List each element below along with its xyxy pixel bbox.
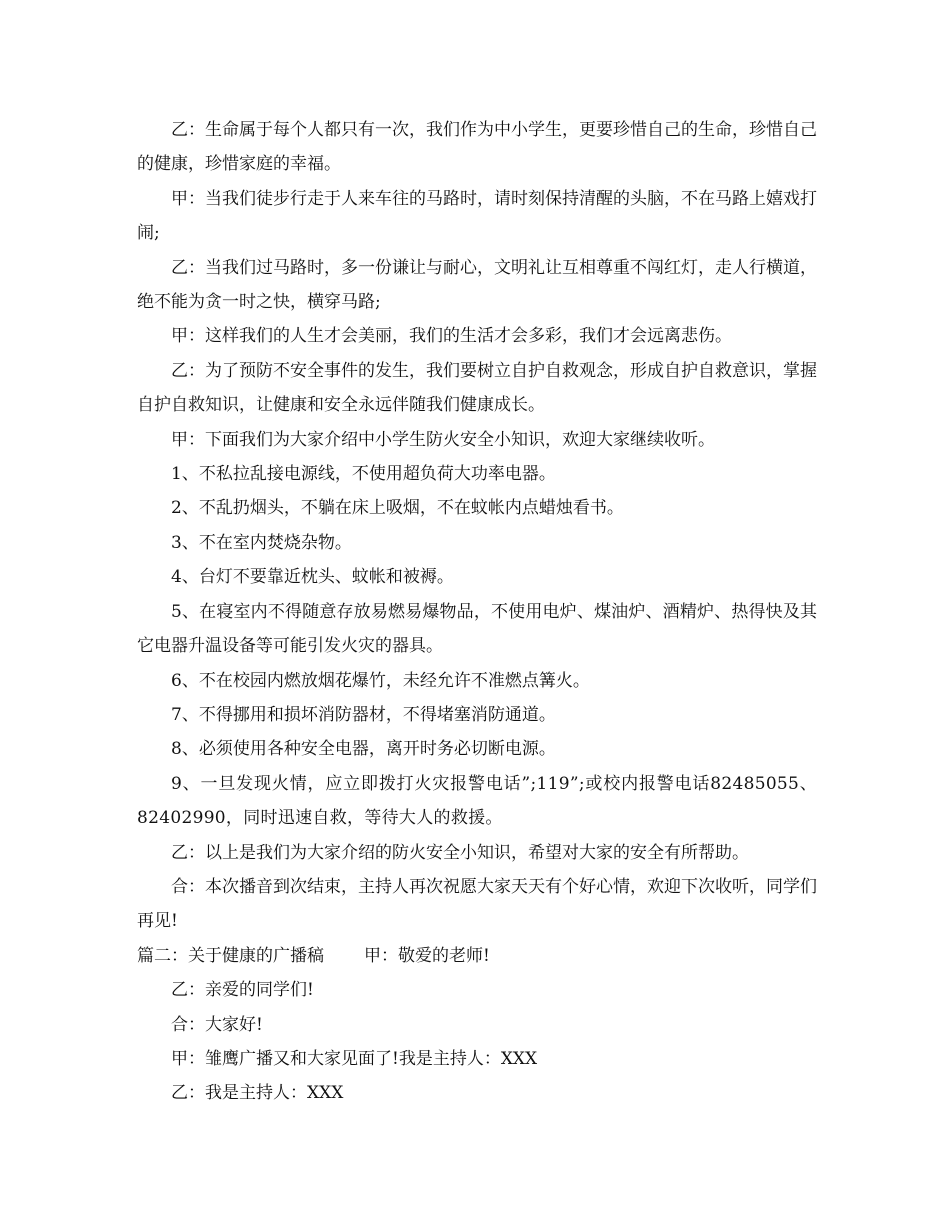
closing-paragraph-3: 甲：雏鹰广播又和大家见面了!我是主持人：XXX bbox=[171, 1048, 538, 1069]
list-item-9: 9、一旦发现火情，应立即拨打火灾报警电话”;119”;或校内报警电话82485055、82402990，同时迅速自救，等待大人的救援。 bbox=[137, 773, 817, 829]
closing-paragraph-4: 乙：我是主持人：XXX bbox=[171, 1083, 344, 1104]
paragraph-5: 乙：为了预防不安全事件的发生，我们要树立自护自救观念，形成自护自救意识，掌握自护自救知识，让健康和安全永远伴随我们健康成长。 bbox=[137, 360, 817, 416]
section-heading-line bbox=[137, 939, 817, 973]
paragraph-7: 乙：以上是我们为大家介绍的防火安全小知识，希望对大家的安全有所帮助。 bbox=[171, 842, 749, 863]
list-item-5: 5、在寝室内不得随意存放易燃易爆物品，不使用电炉、煤油炉、酒精炉、热得快及其它电器升温设备等可能引发火灾的器具。 bbox=[137, 601, 817, 657]
paragraph-1: 乙：生命属于每个人都只有一次，我们作为中小学生，更要珍惜自己的生命，珍惜自己的健康，珍惜家庭的幸福。 bbox=[137, 120, 817, 175]
paragraph-2: 甲：当我们徒步行走于人来车往的马路时，请时刻保持清醒的头脑，不在马路上嬉戏打闹; bbox=[137, 188, 817, 244]
closing-paragraph-2: 合：大家好! bbox=[171, 1014, 263, 1035]
paragraph-6: 甲：下面我们为大家介绍中小学生防火安全小知识，欢迎大家继续收听。 bbox=[171, 429, 715, 450]
list-item-4: 4、台灯不要靠近枕头、蚊帐和被褥。 bbox=[171, 567, 454, 588]
list-item-1: 1、不私拉乱接电源线，不使用超负荷大功率电器。 bbox=[171, 464, 556, 485]
list-item-2: 2、不乱扔烟头，不躺在床上吸烟，不在蚊帐内点蜡烛看书。 bbox=[171, 498, 624, 519]
section-first-line: 甲：敬爱的老师! bbox=[364, 945, 490, 966]
closing-paragraph-1: 乙：亲爱的同学们! bbox=[171, 980, 314, 1001]
document-body bbox=[137, 113, 817, 1111]
list-item-3: 3、不在室内焚烧杂物。 bbox=[171, 532, 352, 553]
paragraph-8: 合：本次播音到次结束，主持人再次祝愿大家天天有个好心情，欢迎下次收听，同学们再见! bbox=[137, 876, 817, 932]
paragraph-4: 甲：这样我们的人生才会美丽，我们的生活才会多彩，我们才会远离悲伤。 bbox=[171, 326, 732, 347]
section-title: 篇二：关于健康的广播稿 bbox=[137, 945, 324, 966]
list-item-6: 6、不在校园内燃放烟花爆竹，未经允许不准燃点篝火。 bbox=[171, 670, 590, 691]
paragraph-3: 乙：当我们过马路时，多一份谦让与耐心，文明礼让互相尊重不闯红灯，走人行横道，绝不能为贪一时之快，横穿马路; bbox=[137, 257, 817, 313]
list-item-8: 8、必须使用各种安全电器，离开时务必切断电源。 bbox=[171, 739, 556, 760]
list-item-7: 7、不得挪用和损坏消防器材，不得堵塞消防通道。 bbox=[171, 704, 556, 725]
